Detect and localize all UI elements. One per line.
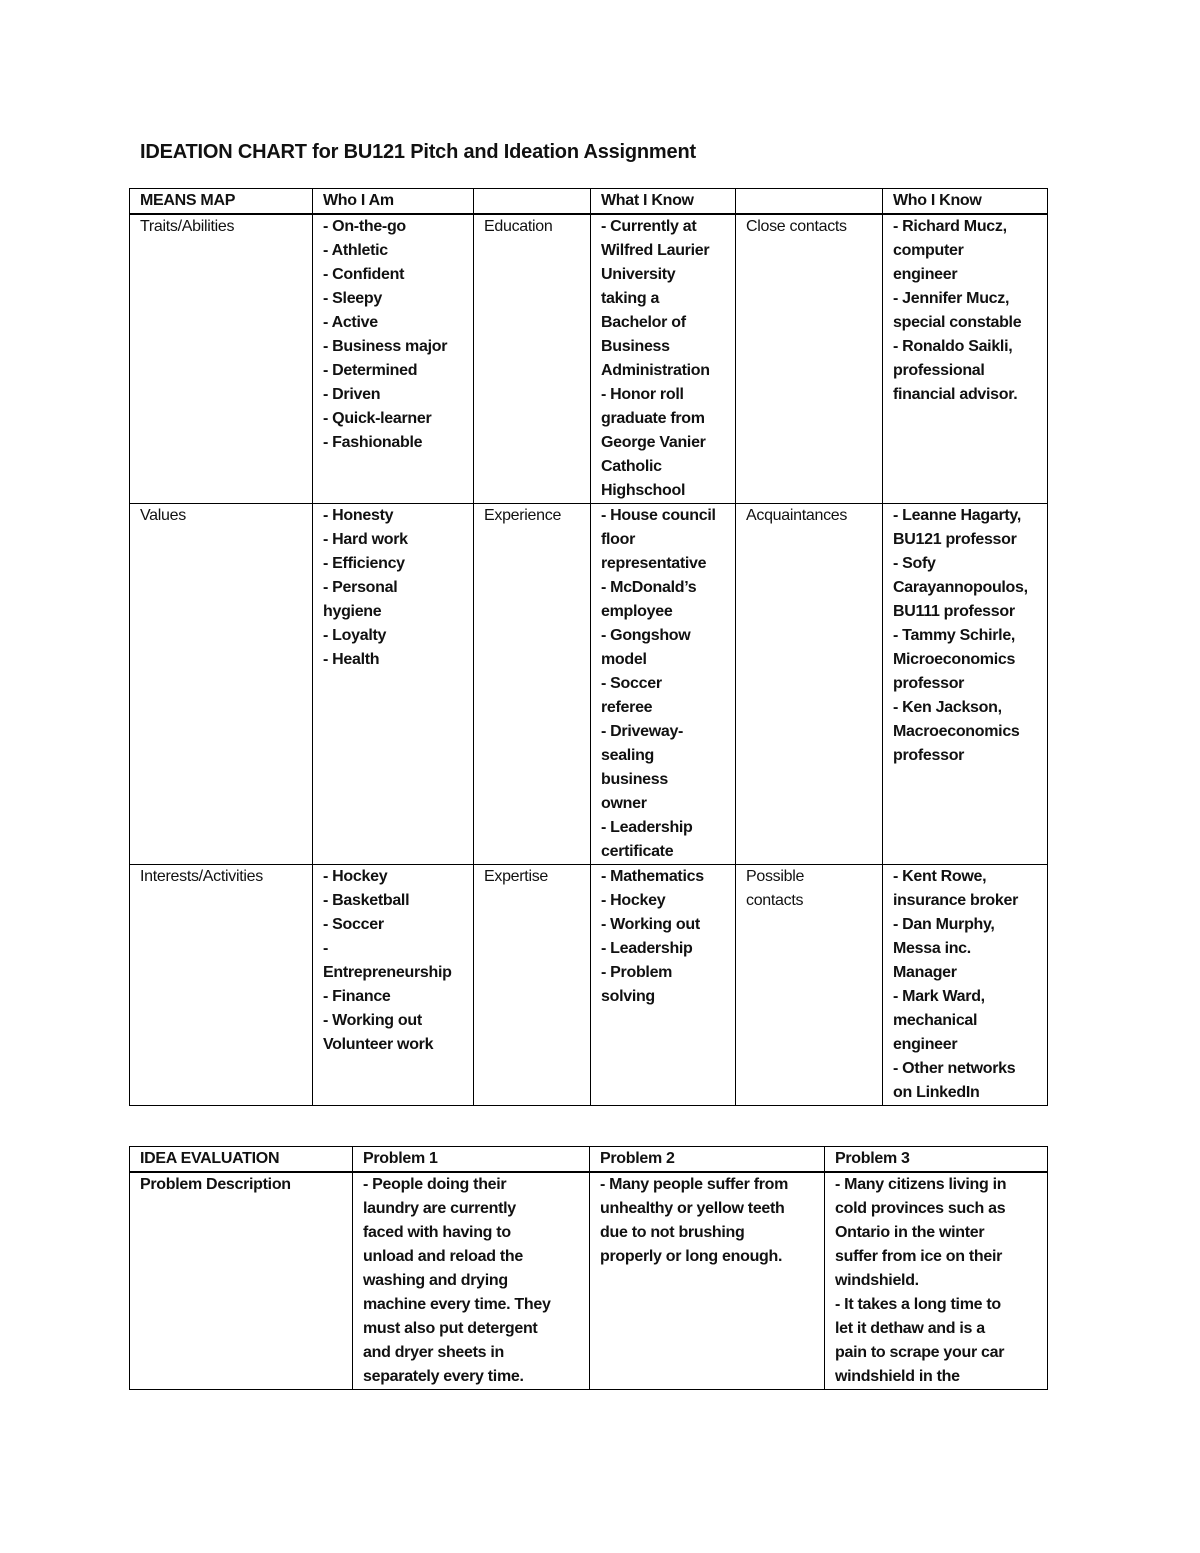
text-line: properly or long enough. xyxy=(600,1248,783,1265)
list-item: Bachelor of xyxy=(601,314,686,331)
list-item: University xyxy=(601,266,676,283)
text-line: - Many people suffer from xyxy=(600,1176,789,1193)
text-line: faced with having to xyxy=(363,1224,511,1241)
list-item: - Problem xyxy=(601,964,673,981)
header-who-i-know: Who I Know xyxy=(883,189,1048,215)
list-item: - Confident xyxy=(323,266,405,283)
header-blank-1 xyxy=(474,189,591,215)
who-i-am-interests xyxy=(313,865,474,1106)
list-item: computer xyxy=(893,242,964,259)
header-what-i-know: What I Know xyxy=(591,189,736,215)
list-item: Entrepreneurship xyxy=(323,964,452,981)
means-map-header-row xyxy=(130,189,1048,215)
problem-1-description xyxy=(353,1172,590,1390)
list-item: - Currently at xyxy=(601,218,697,235)
list-item: - Hockey xyxy=(601,892,666,909)
list-item: - Mathematics xyxy=(601,868,704,885)
list-item: - Loyalty xyxy=(323,627,387,644)
list-item: - Leadership xyxy=(601,819,693,836)
list-item: engineer xyxy=(893,266,958,283)
list-item: professor xyxy=(893,747,965,764)
text-line: due to not brushing xyxy=(600,1224,745,1241)
know-label-expertise: Expertise xyxy=(474,865,591,1106)
means-map-table xyxy=(129,188,1048,1106)
list-item: BU121 professor xyxy=(893,531,1017,548)
list-item: - Ronaldo Saikli, xyxy=(893,338,1013,355)
list-item: - Driveway- xyxy=(601,723,684,740)
list-item: - Honor roll xyxy=(601,386,684,403)
list-item: - Sleepy xyxy=(323,290,382,307)
list-item: certificate xyxy=(601,843,674,860)
list-item: owner xyxy=(601,795,647,812)
list-item: solving xyxy=(601,988,655,1005)
text-line: suffer from ice on their xyxy=(835,1248,1003,1265)
list-item: - Richard Mucz, xyxy=(893,218,1007,235)
list-item: model xyxy=(601,651,647,668)
list-item: business xyxy=(601,771,668,788)
list-item: - Athletic xyxy=(323,242,388,259)
list-item: - Soccer xyxy=(323,916,384,933)
what-i-know-education xyxy=(591,214,736,504)
text-line: Ontario in the winter xyxy=(835,1224,985,1241)
list-item: BU111 professor xyxy=(893,603,1015,620)
list-item: - Basketball xyxy=(323,892,410,909)
list-item: - Ken Jackson, xyxy=(893,699,1002,716)
idea-evaluation-table xyxy=(129,1146,1048,1390)
list-item: graduate from xyxy=(601,410,705,427)
list-item: - Gongshow xyxy=(601,627,691,644)
contact-label-possible: Possible contacts xyxy=(736,865,883,1106)
list-item: - Driven xyxy=(323,386,381,403)
header-problem-3: Problem 3 xyxy=(825,1147,1048,1173)
list-item: sealing xyxy=(601,747,655,764)
list-item: hygiene xyxy=(323,603,382,620)
list-item: employee xyxy=(601,603,673,620)
list-item: Messa inc. xyxy=(893,940,971,957)
list-item: Manager xyxy=(893,964,957,981)
list-item: - Leadership xyxy=(601,940,693,957)
list-item: financial advisor. xyxy=(893,386,1018,403)
list-item: referee xyxy=(601,699,653,716)
list-item: - Kent Rowe, xyxy=(893,868,987,885)
list-item: taking a xyxy=(601,290,660,307)
list-item: - Quick-learner xyxy=(323,410,432,427)
problem-2-description xyxy=(590,1172,825,1390)
header-who-i-am: Who I Am xyxy=(313,189,474,215)
list-item: floor xyxy=(601,531,636,548)
list-item: - Personal xyxy=(323,579,398,596)
list-item: mechanical xyxy=(893,1012,978,1029)
list-item: - Other networks xyxy=(893,1060,1016,1077)
list-item: - Leanne Hagarty, xyxy=(893,507,1021,524)
text-line: cold provinces such as xyxy=(835,1200,1006,1217)
list-item: - Honesty xyxy=(323,507,394,524)
list-item: Volunteer work xyxy=(323,1036,434,1053)
header-means-map: MEANS MAP xyxy=(130,189,313,215)
list-item: - House council xyxy=(601,507,716,524)
list-item: - Determined xyxy=(323,362,418,379)
who-i-know-acquaintances xyxy=(883,504,1048,865)
text-line: laundry are currently xyxy=(363,1200,516,1217)
list-item: - Hockey xyxy=(323,868,388,885)
list-item: - McDonald’s xyxy=(601,579,697,596)
list-item: special constable xyxy=(893,314,1022,331)
list-item: professor xyxy=(893,675,965,692)
list-item: - Mark Ward, xyxy=(893,988,985,1005)
list-item: professional xyxy=(893,362,985,379)
list-item: - Jennifer Mucz, xyxy=(893,290,1010,307)
list-item: Microeconomics xyxy=(893,651,1016,668)
text-line: must also put detergent xyxy=(363,1320,538,1337)
list-item: - Business major xyxy=(323,338,448,355)
row-label-traits: Traits/Abilities xyxy=(130,214,313,504)
list-item: - xyxy=(323,940,329,957)
list-item: Catholic xyxy=(601,458,662,475)
list-item: - Fashionable xyxy=(323,434,423,451)
list-item: representative xyxy=(601,555,707,572)
text-line: pain to scrape your car xyxy=(835,1344,1005,1361)
header-problem-1: Problem 1 xyxy=(353,1147,590,1173)
list-item: - On-the-go xyxy=(323,218,406,235)
evaluation-header-row xyxy=(130,1147,1048,1173)
document-title: IDEATION CHART for BU121 Pitch and Ideation Assignment xyxy=(140,141,696,163)
list-item: - Finance xyxy=(323,988,391,1005)
header-idea-evaluation: IDEA EVALUATION xyxy=(130,1147,353,1173)
means-row-traits xyxy=(130,214,1048,504)
header-problem-2: Problem 2 xyxy=(590,1147,825,1173)
list-item: George Vanier xyxy=(601,434,706,451)
who-i-am-values xyxy=(313,504,474,865)
text-line: washing and drying xyxy=(363,1272,508,1289)
list-item: Macroeconomics xyxy=(893,723,1020,740)
list-item: - Hard work xyxy=(323,531,408,548)
header-blank-2 xyxy=(736,189,883,215)
list-item: on LinkedIn xyxy=(893,1084,980,1101)
list-item: Wilfred Laurier xyxy=(601,242,710,259)
list-item: Highschool xyxy=(601,482,686,499)
what-i-know-expertise xyxy=(591,865,736,1106)
know-label-experience: Experience xyxy=(474,504,591,865)
text-line: windshield in the xyxy=(835,1368,960,1385)
means-row-interests xyxy=(130,865,1048,1106)
text-line: let it dethaw and is a xyxy=(835,1320,985,1337)
list-item: engineer xyxy=(893,1036,958,1053)
list-item: - Active xyxy=(323,314,378,331)
list-item: - Soccer xyxy=(601,675,662,692)
means-row-values xyxy=(130,504,1048,865)
text-line: - Many citizens living in xyxy=(835,1176,1007,1193)
list-item: - Health xyxy=(323,651,380,668)
contact-label-acquaintances: Acquaintances xyxy=(736,504,883,865)
row-label-problem-description: Problem Description xyxy=(130,1172,353,1390)
list-item: Administration xyxy=(601,362,710,379)
contact-label-close: Close contacts xyxy=(736,214,883,504)
list-item: - Working out xyxy=(323,1012,422,1029)
row-label-values: Values xyxy=(130,504,313,865)
list-item: - Tammy Schirle, xyxy=(893,627,1016,644)
text-line: and dryer sheets in xyxy=(363,1344,505,1361)
list-item: Business xyxy=(601,338,670,355)
who-i-am-traits xyxy=(313,214,474,504)
problem-3-description xyxy=(825,1172,1048,1390)
evaluation-row-description xyxy=(130,1172,1048,1390)
who-i-know-close xyxy=(883,214,1048,504)
know-label-education: Education xyxy=(474,214,591,504)
what-i-know-experience xyxy=(591,504,736,865)
text-line: - It takes a long time to xyxy=(835,1296,1001,1313)
text-line: separately every time. xyxy=(363,1368,524,1385)
row-label-interests: Interests/Activities xyxy=(130,865,313,1106)
text-line: unload and reload the xyxy=(363,1248,523,1265)
text-line: windshield. xyxy=(835,1272,919,1289)
list-item: - Working out xyxy=(601,916,700,933)
list-item: insurance broker xyxy=(893,892,1019,909)
list-item: - Efficiency xyxy=(323,555,405,572)
who-i-know-possible xyxy=(883,865,1048,1106)
text-line: machine every time. They xyxy=(363,1296,551,1313)
list-item: - Sofy xyxy=(893,555,936,572)
text-line: unhealthy or yellow teeth xyxy=(600,1200,785,1217)
list-item: - Dan Murphy, xyxy=(893,916,995,933)
list-item: Carayannopoulos, xyxy=(893,579,1028,596)
text-line: - People doing their xyxy=(363,1176,507,1193)
